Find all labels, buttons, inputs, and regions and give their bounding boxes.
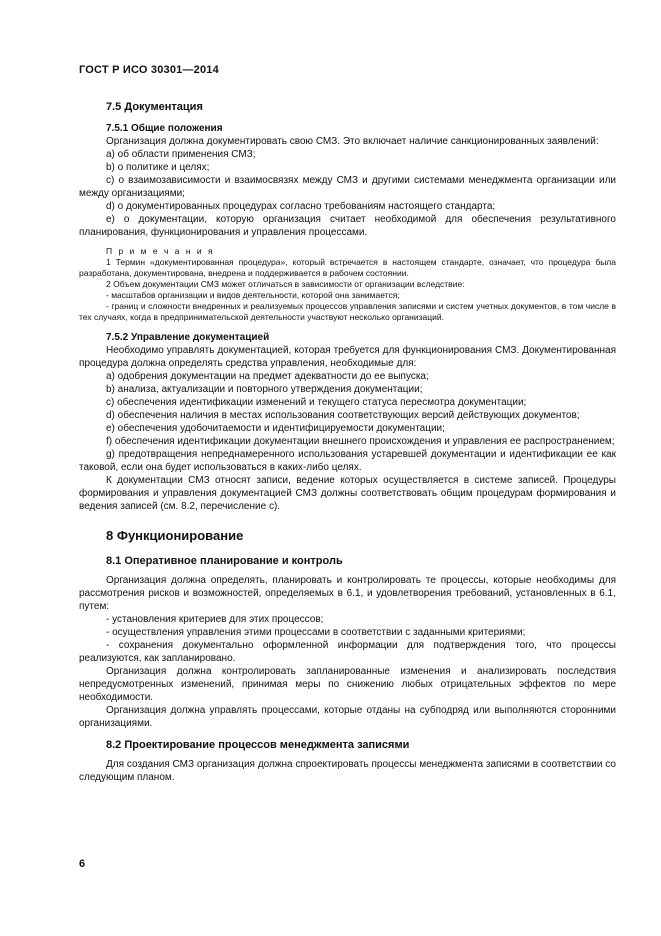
section-heading-8-2: 8.2 Проектирование процессов менеджмента записями — [106, 739, 410, 751]
page-content — [79, 100, 616, 784]
list-item: d) обеспечения наличия в местах использования соответствующих версий действующих документов; — [106, 410, 580, 421]
section-heading-7-5-1: 7.5.1 Общие положения — [106, 123, 223, 134]
page-number: 6 — [79, 858, 86, 870]
list-item: - сохранения документально оформленной информации для подтверждения того, что процессы реализуются, как запланировано. — [79, 640, 616, 664]
list-item: c) о взаимозависимости и взаимосвязях между СМЗ и другими системами менеджмента организации или между организациями; — [79, 175, 616, 199]
note: 1 Термин «документированная процедура», который встречается в настоящем стандарте, означает, что процедура была разработана, документирована, внедрена и поддерживается в рабочем состоянии. — [79, 257, 616, 278]
note: - границ и сложности внедренных и реализуемых процессов управления записями и систем учетных документов, в том числе в тех случаях, когда в предпринимательской деятельности участвуют несколько организаций. — [79, 301, 616, 322]
paragraph: Организация должна документировать свою СМЗ. Это включает наличие санкционированных заявлений: — [106, 136, 599, 147]
section-heading-7-5: 7.5 Документация — [106, 101, 203, 113]
note: - масштабов организации и видов деятельности, которой она занимается; — [106, 290, 400, 300]
section-heading-8-1: 8.1 Оперативное планирование и контроль — [106, 555, 343, 567]
list-item: b) анализа, актуализации и повторного утверждения документации; — [106, 384, 423, 395]
notes-title: П р и м е ч а н и я — [106, 246, 215, 256]
section-heading-8: 8 Функционирование — [106, 528, 244, 543]
section-heading-7-5-2: 7.5.2 Управление документацией — [106, 332, 270, 343]
list-item: - установления критериев для этих процессов; — [106, 614, 324, 625]
list-item: f) обеспечения идентификации документации внешнего происхождения и управления ее распространением; — [106, 436, 615, 447]
paragraph: Организация должна определять, планировать и контролировать те процессы, которые необходимы для рассмотрения рисков и возможностей, определяемых в 6.1, и удовлетворения требований, установленных в 6.1, путем: — [79, 575, 616, 612]
list-item: c) обеспечения идентификации изменений и текущего статуса пересмотра документации; — [106, 397, 527, 408]
list-item: e) о документации, которую организация считает необходимой для обеспечения результативного планирования, функционирования и управления процессами. — [79, 214, 616, 238]
list-item: b) о политике и целях; — [106, 162, 210, 173]
list-item: e) обеспечения удобочитаемости и идентифицируемости документации; — [106, 423, 445, 434]
paragraph: Организация должна управлять процессами, которые отданы на субподряд или выполняются сторонними организациями. — [79, 705, 616, 729]
paragraph: Для создания СМЗ организация должна спроектировать процессы менеджмента записями в соответствии со следующим планом. — [79, 759, 616, 783]
note: 2 Объем документации СМЗ может отличаться в зависимости от организации вследствие: — [106, 279, 465, 289]
paragraph: К документации СМЗ относят записи, ведение которых осуществляется в системе записей. Процедуры формирования и управления документацией СМЗ должны соответствовать общим процедурам формирования и ведения записей (см. 8.2, перечисление с). — [79, 475, 616, 512]
paragraph: Организация должна контролировать запланированные изменения и анализировать последствия непредусмотренных изменений, принимая меры по снижению любых отрицательных эффектов по мере необходимости. — [79, 666, 616, 703]
list-item: a) одобрения документации на предмет адекватности до ее выпуска; — [106, 371, 429, 382]
list-item: - осуществления управления этими процессами в соответствии с заданными критериями; — [106, 627, 526, 638]
list-item: d) о документированных процедурах согласно требованиям настоящего стандарта; — [106, 201, 496, 212]
list-item: g) предотвращения непреднамеренного использования устаревшей документации и идентификации ее как таковой, если она будет использоваться в каких-либо целях. — [79, 449, 616, 473]
document-header: ГОСТ Р ИСО 30301—2014 — [79, 64, 219, 76]
paragraph: Необходимо управлять документацией, которая требуется для функционирования СМЗ. Документированная процедура должна определять средства управления, необходимые для: — [79, 345, 616, 369]
list-item: a) об области применения СМЗ; — [106, 149, 256, 160]
